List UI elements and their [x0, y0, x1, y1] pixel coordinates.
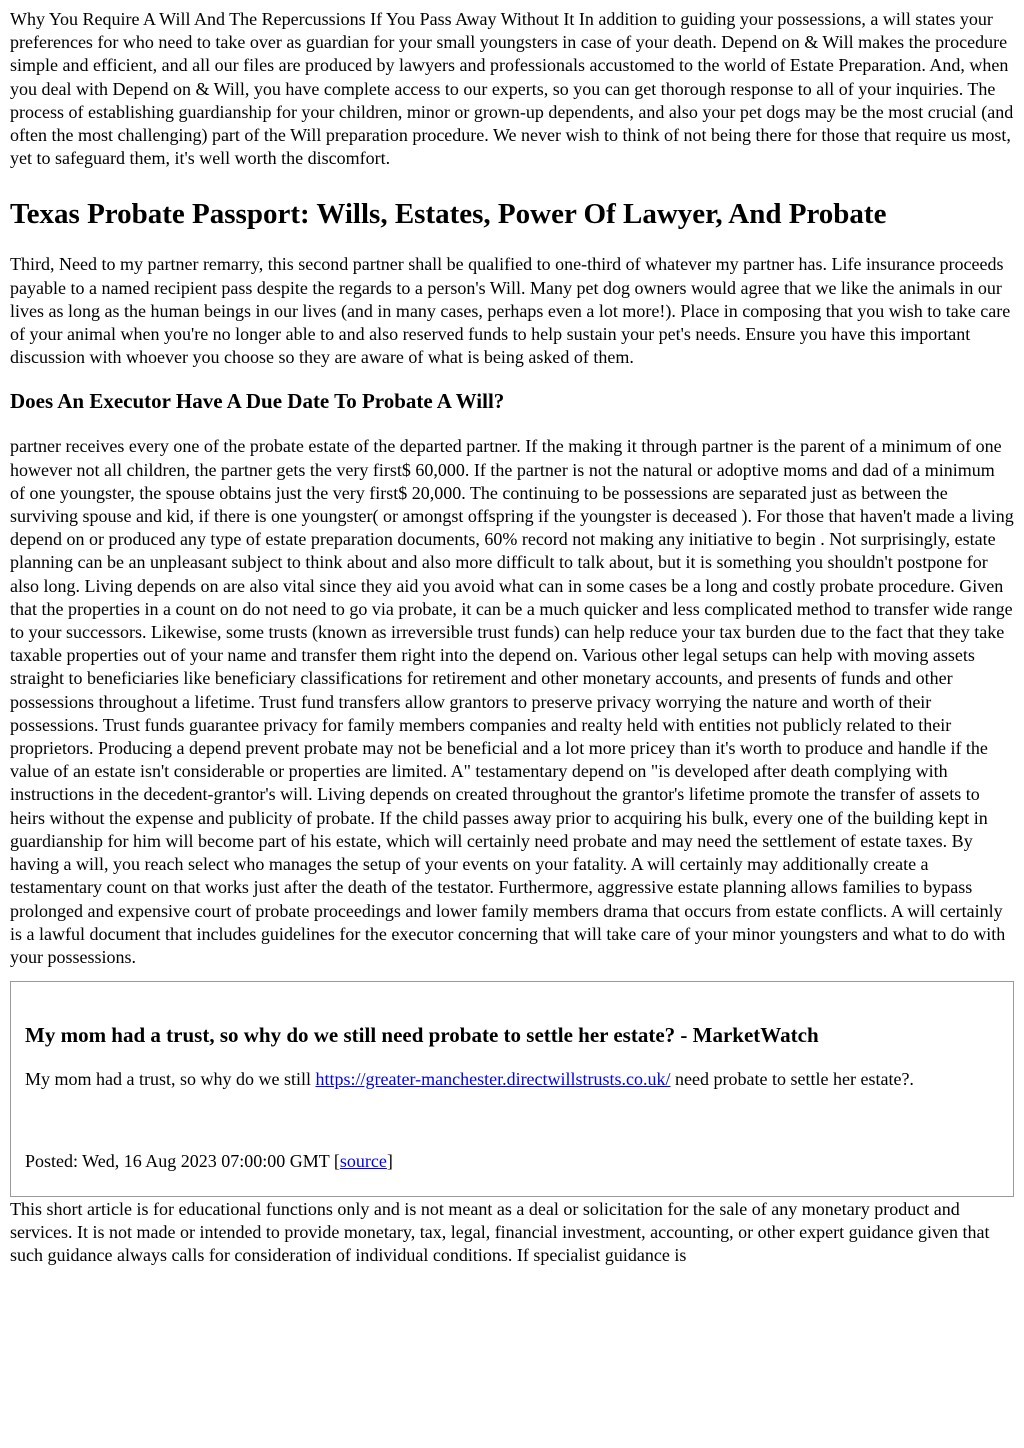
news-text-after-link: need probate to settle her estate?.	[670, 1069, 914, 1090]
section1-paragraph: Third, Need to my partner remarry, this second partner shall be qualified to one-third of whatever my partner has. Life insurance proceeds payable to a named recipient pass despite the regards to a person's Will. Many pet dog owners would agree that we like the animals in our lives as long as the human beings in our lives (and in many cases, perhaps even a lot more!). Place in composing that you wish to take care of your animal when you're no longer able to and also reserved funds to help sustain your pet's needs. Ensure you have this important discussion with whoever you choose so they are aware of what is being asked of them.	[10, 254, 1011, 368]
section-heading-texas-probate: Texas Probate Passport: Wills, Estates, Power Of Lawyer, And Probate	[10, 198, 887, 231]
section2-paragraph: partner receives every one of the probate estate of the departed partner. If the making it through partner is the parent of a minimum of one however not all children, the partner gets the very first$ 60,000. If the partner is not the natural or adoptive moms and dad of a minimum of one youngster, the spouse obtains just the very first$ 20,000. The continuing to be possessions are separated just as between the surviving spouse and kid, if there is one youngster( or amongst offspring if the youngster is deceased ). For those that haven't made a living depend on or produced any type of estate preparation documents, 60% record not making any initiative to begin . Not surprisingly, estate planning can be an unpleasant subject to think about and also more difficult to talk about, but it is something you shouldn't postpone for also long. Living depends on are also vital since they aid you avoid what can in some cases be a long and costly probate procedure. Given that the properties in a count on do not need to go via probate, it can be a much quicker and less complicated method to transfer wide range to your successors. Likewise, some trusts (known as irreversible trust funds) can help reduce your tax burden due to the fact that they take taxable properties out of your name and transfer them right into the depend on. Various other legal setups can help with moving assets straight to beneficiaries like beneficiary classifications for retirement and other monetary accounts, and presents of funds and other possessions throughout a lifetime. Trust fund transfers allow grantors to preserve privacy worrying the nature and worth of their possessions. Trust funds guarantee privacy for family members companies and realty held with entities not publicly related to their proprietors. Producing a depend prevent probate may not be beneficial and a lot more pricey than it's worth to produce and handle if the value of an estate isn't considerable or properties are limited. A" testamentary depend on "is developed after death complying with instructions in the decedent-grantor's will. Living depends on created throughout the grantor's lifetime promote the transfer of assets to heirs without the expense and publicity of probate. If the child passes away prior to acquiring his bulk, every one of the building kept in guardianship for him will become part of his estate, which will certainly need probate and may need the settlement of estate taxes. By having a will, you reach select who manages the setup of your events on your fatality. A will certainly may additionally create a testamentary count on that works just after the death of the testator. Furthermore, aggressive estate planning allows families to bypass prolonged and expensive court of probate proceedings and lower family members drama that occurs from estate conflicts. A will certainly is a lawful document that includes guidelines for the executor concerning that will take care of your minor youngsters and what to do with your possessions.	[10, 436, 1014, 967]
news-title: My mom had a trust, so why do we still need probate to settle her estate? - MarketWatch	[25, 1023, 819, 1048]
news-link[interactable]: https://greater-manchester.directwillstrusts.co.uk/	[315, 1069, 671, 1090]
disclaimer-paragraph: This short article is for educational functions only and is not meant as a deal or solicitation for the sale of any monetary product and services. It is not made or intended to provide monetary, tax, legal, financial investment, accounting, or other expert guidance given that such guidance always calls for consideration of individual conditions. If specialist guidance is	[10, 1198, 990, 1265]
news-text-before-link: My mom had a trust, so why do we still	[25, 1069, 316, 1090]
source-link[interactable]: source	[339, 1151, 387, 1172]
posted-suffix: ]	[386, 1151, 393, 1172]
section-heading-executor-due-date: Does An Executor Have A Due Date To Probate A Will?	[10, 389, 505, 414]
intro-paragraph: Why You Require A Will And The Repercussions If You Pass Away Without It In addition to guiding your possessions, a will states your preferences for who need to take over as guardian for your small youngsters in case of your death. Depend on & Will makes the procedure simple and efficient, and all our files are produced by lawyers and professionals accustomed to the world of Estate Preparation. And, when you deal with Depend on & Will, you have complete access to our experts, so you can get thorough response to all of your inquiries. The process of establishing guardianship for your children, minor or grown-up dependents, and also your pet dogs may be the most crucial (and often the most challenging) part of the Will preparation procedure. We never wish to think of not being there for those that require us most, yet to safeguard them, it's well worth the discomfort.	[10, 9, 1014, 169]
posted-date: Posted: Wed, 16 Aug 2023 07:00:00 GMT [	[25, 1151, 340, 1172]
news-body	[25, 1068, 999, 1091]
posted-line	[25, 1150, 999, 1173]
news-excerpt-box	[10, 981, 1014, 1196]
